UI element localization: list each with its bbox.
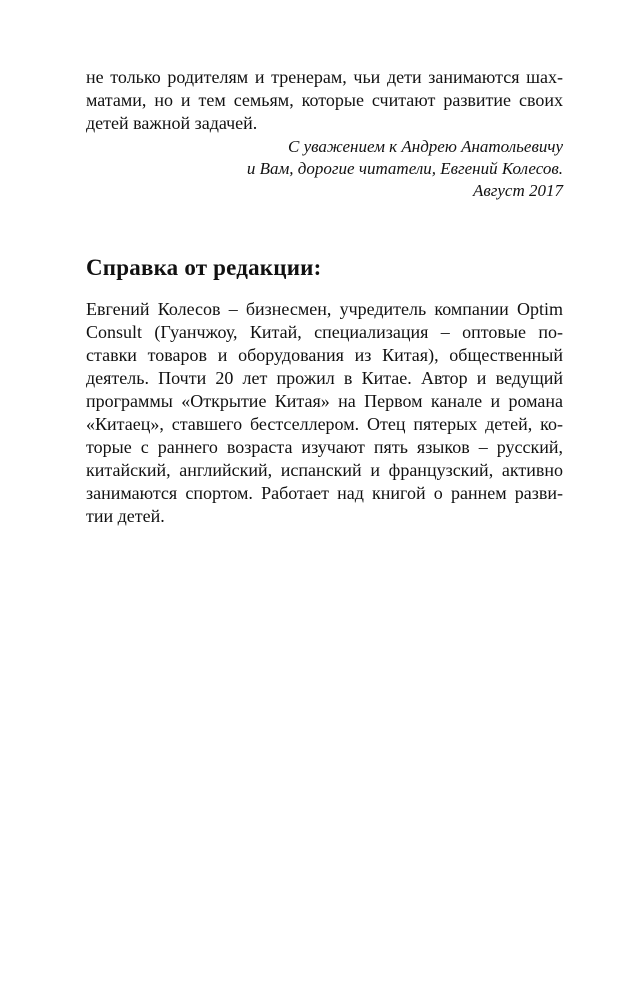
note-line: ставки товаров и оборудования из Китая), общественный <box>86 345 563 365</box>
editorial-note-paragraph <box>86 298 563 528</box>
note-line: занимаются спортом. Работает над книгой о раннем разви- <box>86 483 563 503</box>
signature-block <box>86 136 563 202</box>
intro-line: матами, но и тем семьям, которые считают развитие своих <box>86 90 563 110</box>
intro-line: детей важной задачей. <box>86 113 258 133</box>
signature-line: С уважением к Андрею Анатольевичу <box>288 137 563 156</box>
intro-line: не только родителям и тренерам, чьи дети занимаются шах- <box>86 67 563 87</box>
editorial-note-heading: Справка от редакции: <box>86 255 322 280</box>
note-line: «Китаец», ставшего бестселлером. Отец пятерых детей, ко- <box>86 414 563 434</box>
note-line: тии детей. <box>86 506 165 526</box>
note-line: программы «Открытие Китая» на Первом канале и романа <box>86 391 563 411</box>
note-line: китайский, английский, испанский и французский, активно <box>86 460 563 480</box>
note-line: Consult (Гуанчжоу, Китай, специализация – оптовые по- <box>86 322 563 342</box>
note-line: Евгений Колесов – бизнесмен, учредитель компании Optim <box>86 299 563 319</box>
signature-date: Август 2017 <box>472 181 563 200</box>
signature-line: и Вам, дорогие читатели, Евгений Колесов. <box>246 159 563 178</box>
intro-paragraph <box>86 66 563 135</box>
note-line: деятель. Почти 20 лет прожил в Китае. Автор и ведущий <box>86 368 563 388</box>
book-page <box>86 66 563 528</box>
note-line: торые с раннего возраста изучают пять языков – русский, <box>86 437 563 457</box>
